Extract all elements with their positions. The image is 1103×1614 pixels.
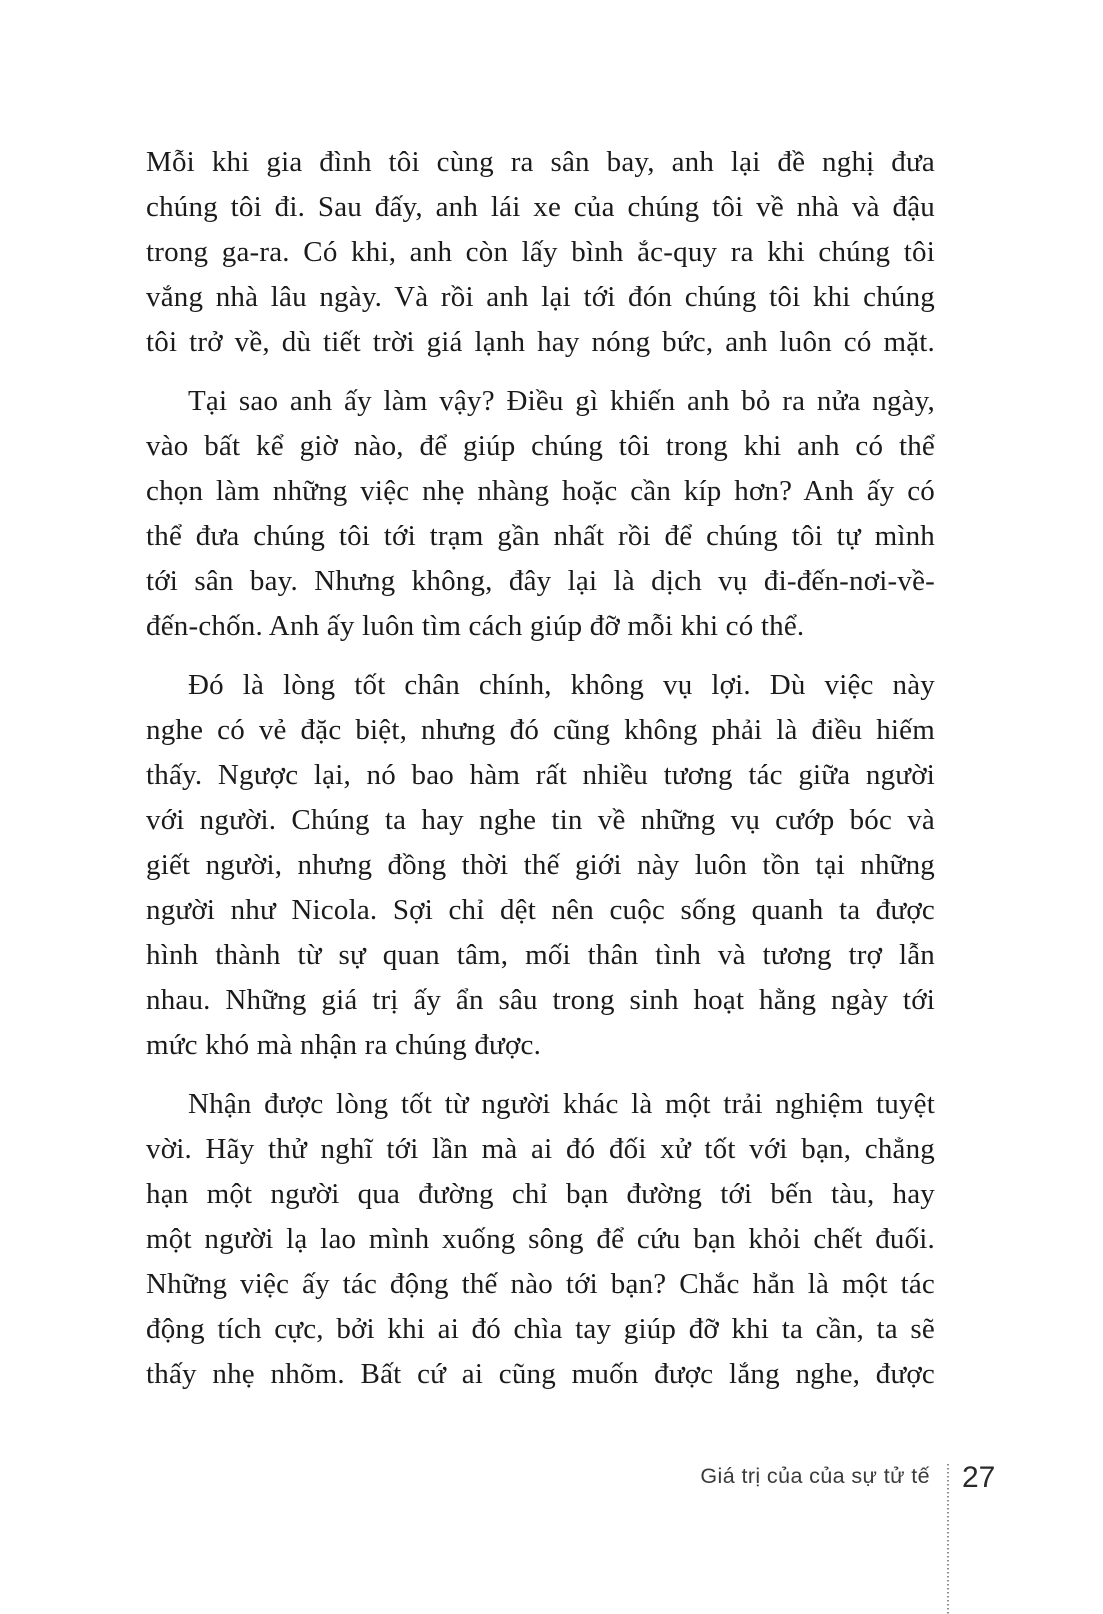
text-line: vào bất kể giờ nào, để giúp chúng tôi trong khi anh có thể bbox=[146, 430, 935, 462]
text-line: tôi trở về, dù tiết trời giá lạnh hay nóng bức, anh luôn có mặt. bbox=[146, 326, 935, 358]
text-line: một người lạ lao mình xuống sông để cứu bạn khỏi chết đuối. bbox=[146, 1223, 935, 1255]
text-line: Mỗi khi gia đình tôi cùng ra sân bay, anh lại đề nghị đưa bbox=[146, 146, 935, 178]
paragraph bbox=[146, 1082, 935, 1397]
text-line: hình thành từ sự quan tâm, mối thân tình và tương trợ lẫn bbox=[146, 939, 935, 971]
text-line: vời. Hãy thử nghĩ tới lần mà ai đó đối xử tốt với bạn, chẳng bbox=[146, 1133, 935, 1165]
text-line: giết người, nhưng đồng thời thế giới này luôn tồn tại những bbox=[146, 849, 935, 881]
text-line: nghe có vẻ đặc biệt, nhưng đó cũng không phải là điều hiếm bbox=[146, 714, 935, 746]
paragraph bbox=[146, 379, 935, 649]
running-footer-title: Giá trị của của sự tử tế bbox=[700, 1464, 930, 1488]
text-line: thể đưa chúng tôi tới trạm gần nhất rồi để chúng tôi tự mình bbox=[146, 520, 935, 552]
text-line: đến-chốn. Anh ấy luôn tìm cách giúp đỡ mỗi khi có thể. bbox=[146, 610, 805, 642]
text-line: chọn làm những việc nhẹ nhàng hoặc cần kíp hơn? Anh ấy có bbox=[146, 475, 935, 507]
text-line: chúng tôi đi. Sau đấy, anh lái xe của chúng tôi về nhà và đậu bbox=[146, 191, 935, 223]
text-line: động tích cực, bởi khi ai đó chìa tay giúp đỡ khi ta cần, ta sẽ bbox=[146, 1313, 935, 1345]
text-line: Đó là lòng tốt chân chính, không vụ lợi. Dù việc này bbox=[188, 669, 935, 701]
text-line: với người. Chúng ta hay nghe tin về những vụ cướp bóc và bbox=[146, 804, 935, 836]
text-line: Nhận được lòng tốt từ người khác là một trải nghiệm tuyệt bbox=[188, 1088, 935, 1120]
text-line: tới sân bay. Nhưng không, đây lại là dịch vụ đi-đến-nơi-về- bbox=[146, 565, 935, 597]
page-number: 27 bbox=[962, 1461, 996, 1494]
paragraph bbox=[146, 663, 935, 1068]
footer-dotted-divider bbox=[947, 1464, 949, 1614]
text-line: thấy nhẹ nhõm. Bất cứ ai cũng muốn được lắng nghe, được bbox=[146, 1358, 935, 1390]
text-line: hạn một người qua đường chỉ bạn đường tới bến tàu, hay bbox=[146, 1178, 935, 1210]
text-line: trong ga-ra. Có khi, anh còn lấy bình ắc-quy ra khi chúng tôi bbox=[146, 236, 935, 268]
text-line: vắng nhà lâu ngày. Và rồi anh lại tới đón chúng tôi khi chúng bbox=[146, 281, 935, 313]
text-line: nhau. Những giá trị ấy ẩn sâu trong sinh hoạt hằng ngày tới bbox=[146, 984, 935, 1016]
body-text bbox=[146, 140, 935, 1411]
text-line: Tại sao anh ấy làm vậy? Điều gì khiến anh bỏ ra nửa ngày, bbox=[188, 385, 935, 417]
text-line: thấy. Ngược lại, nó bao hàm rất nhiều tương tác giữa người bbox=[146, 759, 935, 791]
paragraph bbox=[146, 140, 935, 365]
text-line: Những việc ấy tác động thế nào tới bạn? Chắc hẳn là một tác bbox=[146, 1268, 935, 1300]
text-line: mức khó mà nhận ra chúng được. bbox=[146, 1029, 542, 1061]
text-line: người như Nicola. Sợi chỉ dệt nên cuộc sống quanh ta được bbox=[146, 894, 935, 926]
